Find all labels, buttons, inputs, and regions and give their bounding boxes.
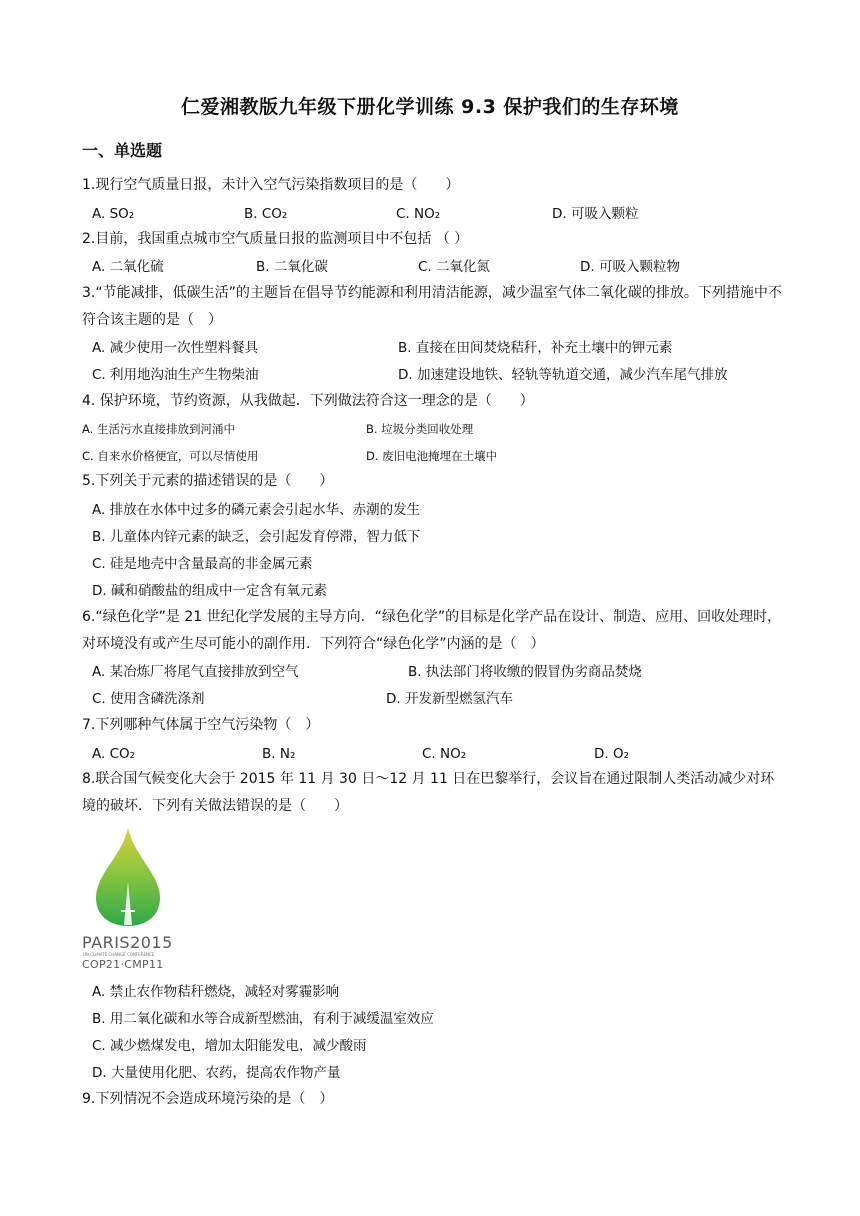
q1-option-b[interactable]: B. CO₂ bbox=[244, 206, 288, 222]
logo-subtitle-text: UN CLIMATE CHANGE CONFERENCE bbox=[83, 952, 155, 957]
q4-option-d[interactable]: D. 废旧电池掩埋在土壤中 bbox=[366, 449, 498, 463]
q7-option-b[interactable]: B. N₂ bbox=[262, 746, 296, 762]
q8-option-a[interactable]: A. 禁止农作物秸秆燃烧，减轻对雾霾影响 bbox=[92, 984, 340, 1000]
q6-option-d[interactable]: D. 开发新型燃氢汽车 bbox=[386, 691, 513, 707]
q5-option-c[interactable]: C. 硅是地壳中含量最高的非金属元素 bbox=[92, 556, 313, 572]
q7-option-a[interactable]: A. CO₂ bbox=[92, 746, 136, 762]
q2-option-d[interactable]: D. 可吸入颗粒物 bbox=[580, 259, 680, 275]
q7-option-d[interactable]: D. O₂ bbox=[594, 746, 630, 762]
question-4-stem: 4. 保护环境，节约资源，从我做起．下列做法符合这一理念的是（ ） bbox=[82, 393, 534, 409]
question-2-stem: 2.目前，我国重点城市空气质量日报的监测项目中不包括 （ ） bbox=[82, 231, 469, 247]
q4-option-b[interactable]: B. 垃圾分类回收处理 bbox=[366, 422, 474, 436]
question-6-stem: 6.“绿色化学”是 21 世纪化学发展的主导方向．“绿色化学”的目标是化学产品在设计、制造、应用、回收处理时，对环境没有或产生尽可能小的副作用．下列符合“绿色化学”内涵的是（ ） bbox=[82, 609, 782, 652]
logo-paris-text: PARIS2015 bbox=[82, 933, 173, 952]
q1-option-a[interactable]: A. SO₂ bbox=[92, 206, 135, 222]
q4-option-a[interactable]: A. 生活污水直接排放到河涌中 bbox=[82, 422, 235, 436]
question-5-stem: 5.下列关于元素的描述错误的是（ ） bbox=[82, 473, 334, 489]
q5-option-d[interactable]: D. 碱和硝酸盐的组成中一定含有氧元素 bbox=[92, 583, 327, 599]
q6-option-b[interactable]: B. 执法部门将收缴的假冒伪劣商品焚烧 bbox=[408, 664, 642, 680]
q3-option-d[interactable]: D. 加速建设地铁、轻轨等轨道交通，减少汽车尾气排放 bbox=[398, 367, 728, 383]
q1-option-c[interactable]: C. NO₂ bbox=[396, 206, 441, 222]
q2-option-a[interactable]: A. 二氧化硫 bbox=[92, 259, 164, 275]
q6-option-c[interactable]: C. 使用含磷洗涤剂 bbox=[92, 691, 205, 707]
q3-option-c[interactable]: C. 利用地沟油生产生物柴油 bbox=[92, 367, 259, 383]
q6-option-a[interactable]: A. 某冶炼厂将尾气直接排放到空气 bbox=[92, 664, 299, 680]
q3-option-b[interactable]: B. 直接在田间焚烧秸秆，补充土壤中的钾元素 bbox=[398, 340, 673, 356]
question-8-stem: 8.联合国气候变化大会于 2015 年 11 月 30 日～12 月 11 日在巴黎举行，会议旨在通过限制人类活动减少对环境的破坏．下列有关做法错误的是（ ） bbox=[82, 771, 775, 814]
logo-cop-text: COP21·CMP11 bbox=[82, 958, 164, 971]
q3-option-a[interactable]: A. 减少使用一次性塑料餐具 bbox=[92, 340, 259, 356]
question-1-stem: 1.现行空气质量日报，未计入空气污染指数项目的是（ ） bbox=[82, 177, 460, 193]
question-9-stem: 9.下列情况不会造成环境污染的是（ ） bbox=[82, 1091, 334, 1107]
q4-option-c[interactable]: C. 自来水价格便宜，可以尽情使用 bbox=[82, 449, 259, 463]
q7-option-c[interactable]: C. NO₂ bbox=[422, 746, 467, 762]
q8-option-d[interactable]: D. 大量使用化肥、农药，提高农作物产量 bbox=[92, 1065, 341, 1081]
q2-option-b[interactable]: B. 二氧化碳 bbox=[256, 259, 328, 275]
paris2015-logo bbox=[82, 826, 174, 972]
q8-option-c[interactable]: C. 减少燃煤发电，增加太阳能发电，减少酸雨 bbox=[92, 1038, 367, 1054]
q2-option-c[interactable]: C. 二氧化氮 bbox=[418, 259, 491, 275]
page-title: 仁爱湘教版九年级下册化学训练 9.3 保护我们的生存环境 bbox=[181, 96, 679, 118]
question-3-stem: 3.“节能减排，低碳生活”的主题旨在倡导节约能源和利用清洁能源，减少温室气体二氧化碳的排放。下列措施中不符合该主题的是（ ） bbox=[82, 285, 782, 328]
q8-option-b[interactable]: B. 用二氧化碳和水等合成新型燃油，有利于减缓温室效应 bbox=[92, 1011, 434, 1027]
q5-option-a[interactable]: A. 排放在水体中过多的磷元素会引起水华、赤潮的发生 bbox=[92, 502, 421, 518]
q1-option-d[interactable]: D. 可吸入颗粒 bbox=[552, 206, 639, 222]
question-7-stem: 7.下列哪种气体属于空气污染物（ ） bbox=[82, 717, 320, 733]
q5-option-b[interactable]: B. 儿童体内锌元素的缺乏，会引起发育停滞，智力低下 bbox=[92, 529, 421, 545]
section-heading: 一、单选题 bbox=[82, 141, 163, 160]
